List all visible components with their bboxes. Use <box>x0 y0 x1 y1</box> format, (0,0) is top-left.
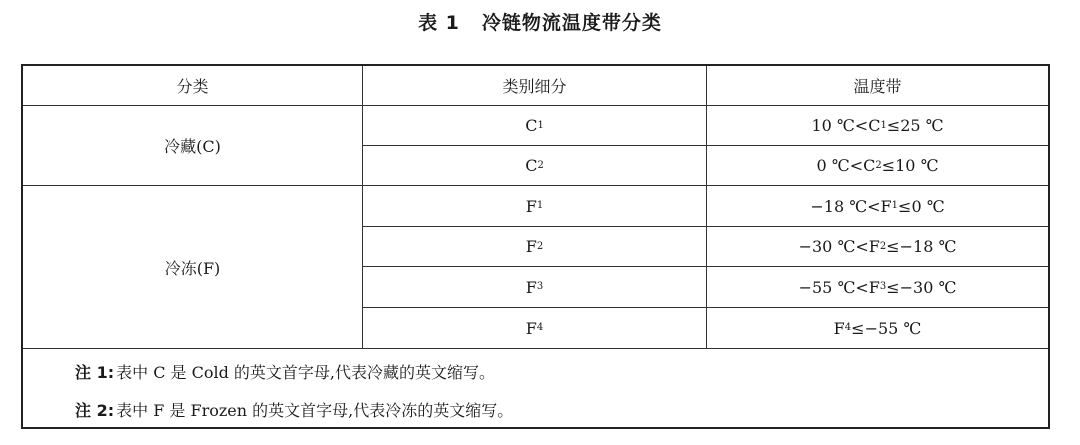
note-1-text: 表中 C 是 Cold 的英文首字母,代表冷藏的英文缩写。 <box>116 363 496 382</box>
table-title <box>0 9 1080 37</box>
category-refrigerated: 冷藏(C) <box>164 137 221 156</box>
subcategory-f2: F 2 <box>525 237 544 256</box>
header-category: 分类 <box>176 77 209 96</box>
range-f4: F 4 ≤−55 ℃ <box>833 318 922 338</box>
note-1-label: 注 1: <box>75 363 115 382</box>
header-subcategory: 类别细分 <box>502 77 567 96</box>
table-caption: 冷链物流温度带分类 <box>481 12 662 34</box>
temperature-zone-table <box>21 64 1050 429</box>
note-2 <box>75 398 513 421</box>
note-1 <box>75 360 495 383</box>
range-f1: −18 ℃<F 1 ≤0 ℃ <box>810 196 945 216</box>
subcategory-f3: F 3 <box>525 277 544 297</box>
subcategory-f1: F 1 <box>525 196 544 216</box>
note-2-label: 注 2: <box>75 401 115 420</box>
subcategory-f4: F 4 <box>525 318 544 338</box>
subcategory-c2: C 2 <box>525 156 544 175</box>
range-c2: 0 ℃<C 2 ≤10 ℃ <box>816 156 939 175</box>
table-number: 表 1 <box>418 12 460 34</box>
subcategory-c1: C 1 <box>525 116 544 135</box>
range-f2: −30 ℃<F 2 ≤−18 ℃ <box>798 237 957 256</box>
category-frozen: 冷冻(F) <box>164 258 221 278</box>
range-f3: −55 ℃<F 3 ≤−30 ℃ <box>798 277 957 297</box>
notes-divider <box>23 348 1048 349</box>
note-2-text: 表中 F 是 Frozen 的英文首字母,代表冷冻的英文缩写。 <box>116 401 514 420</box>
header-temperature-zone: 温度带 <box>853 77 902 96</box>
range-c1: 10 ℃<C 1 ≤25 ℃ <box>811 116 944 135</box>
